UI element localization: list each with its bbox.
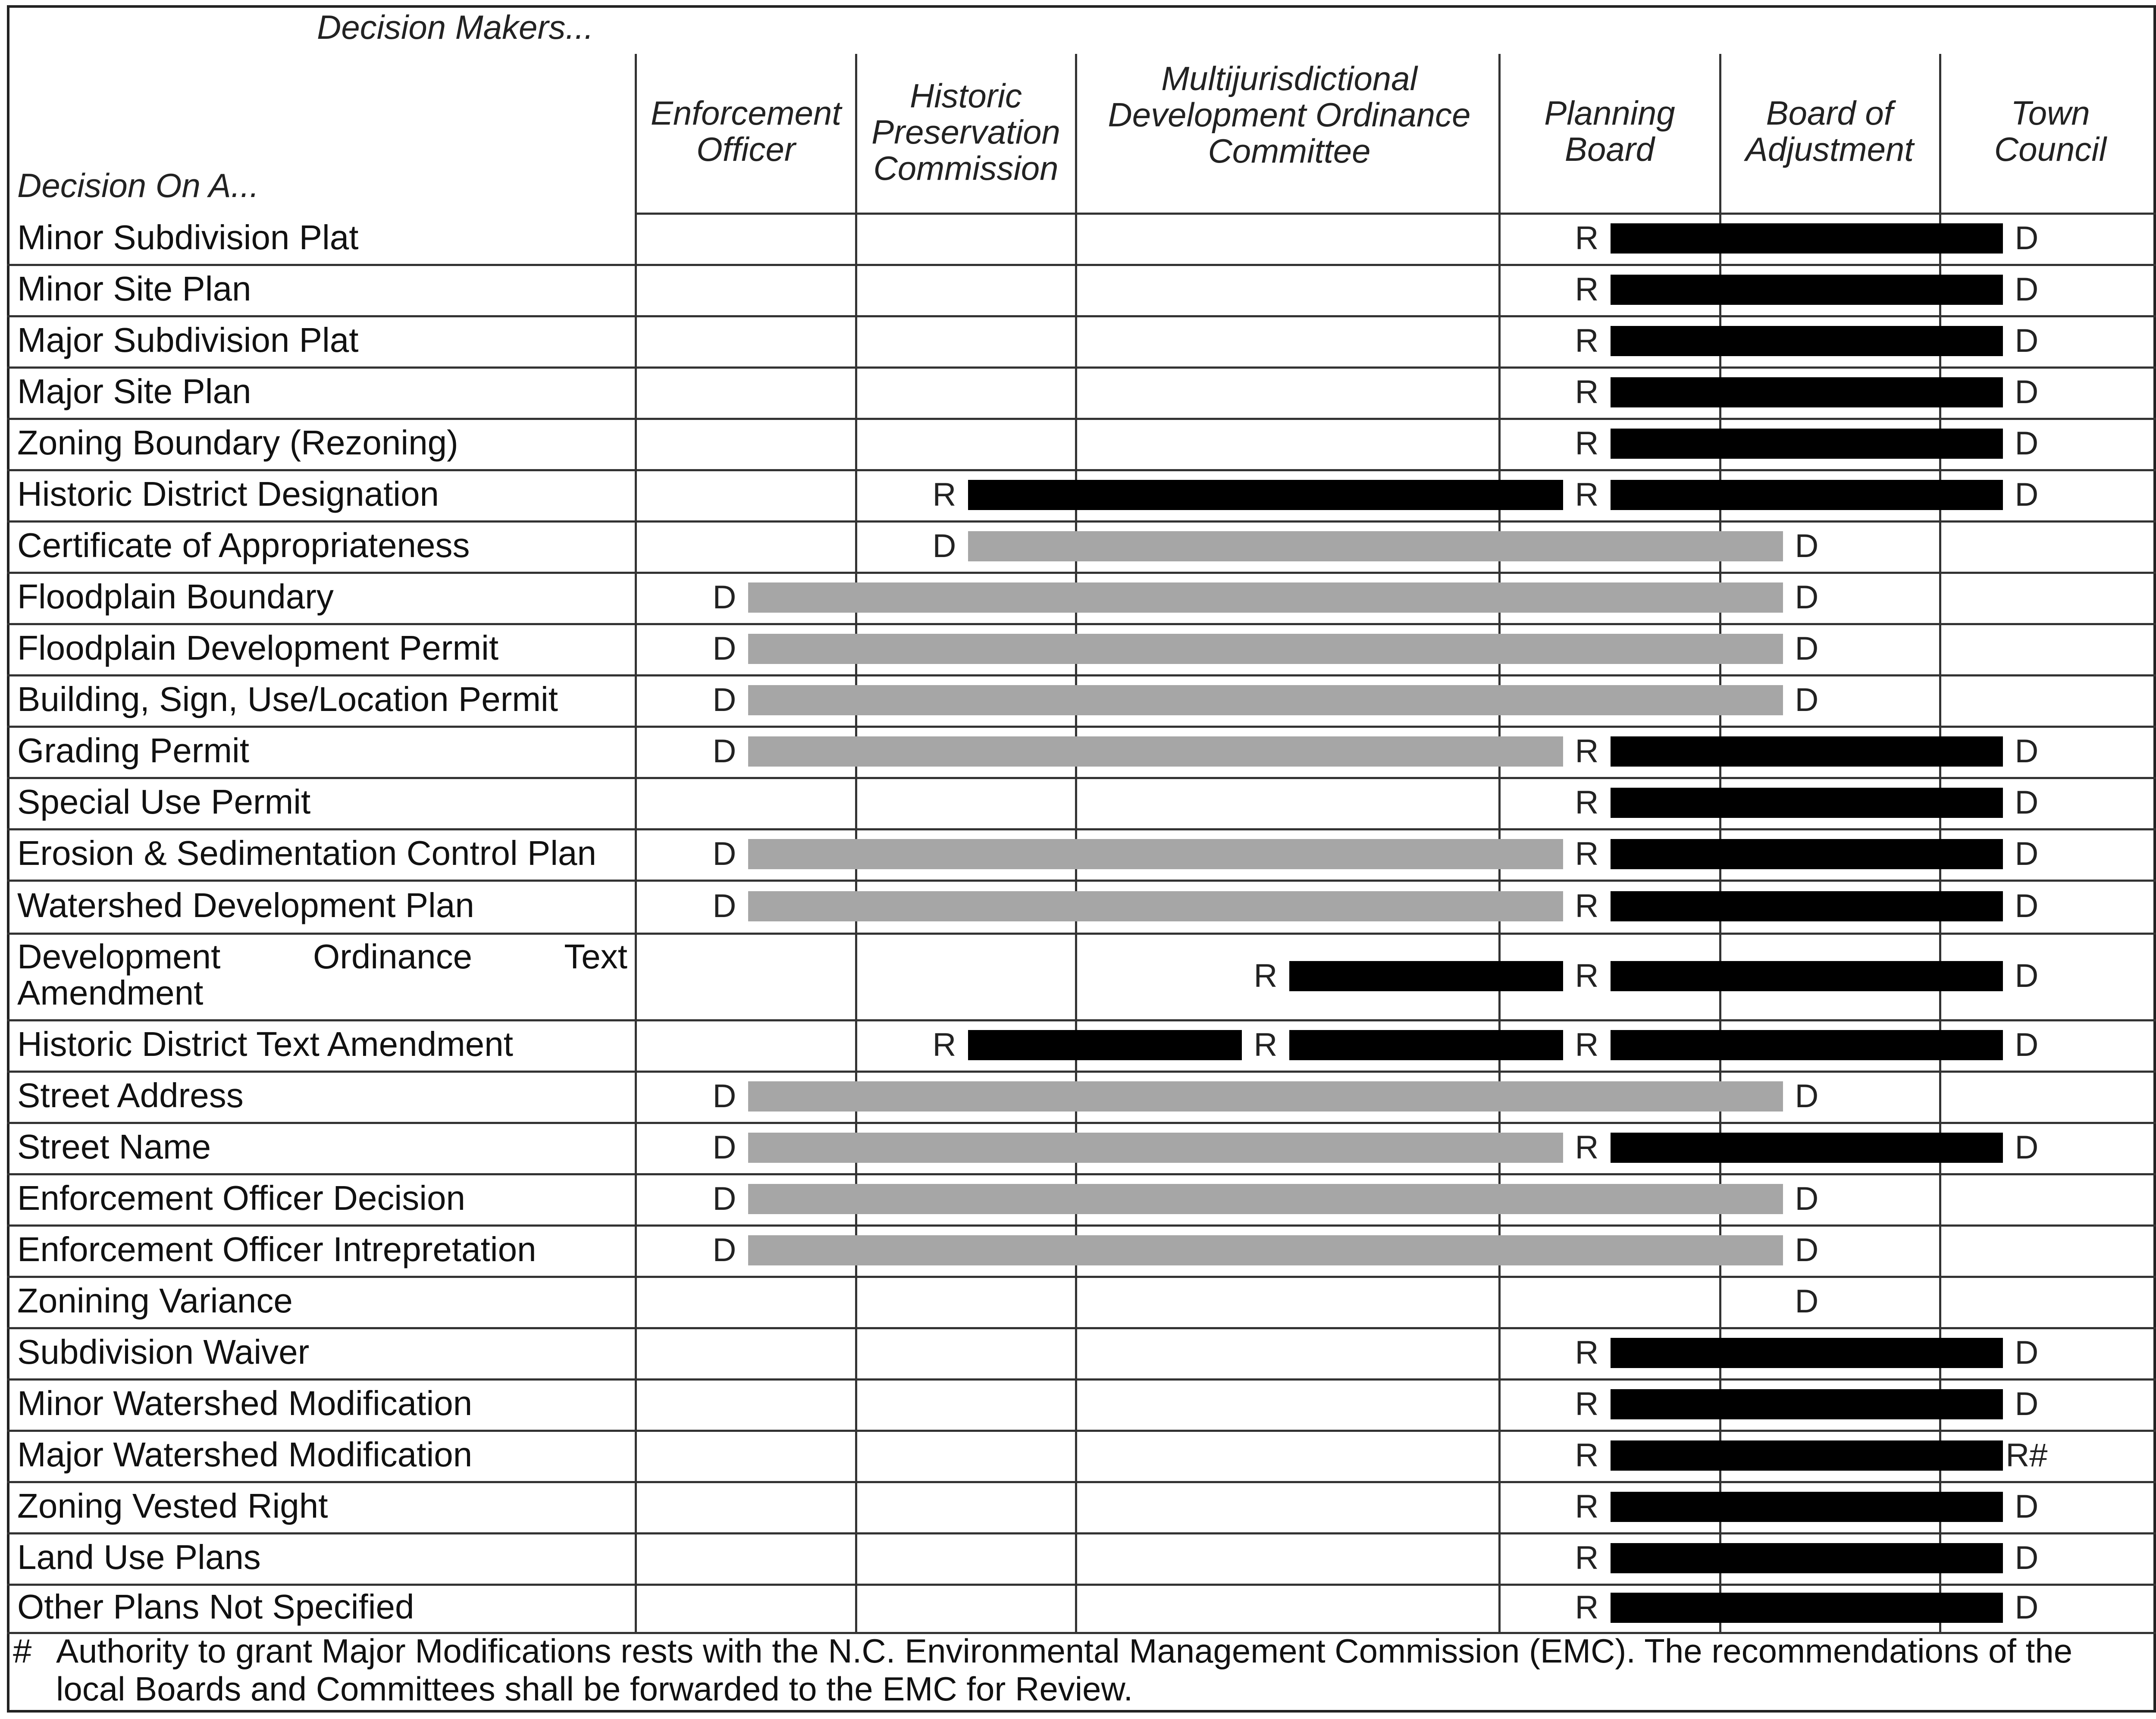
row-mark: D <box>712 733 736 770</box>
row-divider <box>7 572 2156 574</box>
row-label: Building, Sign, Use/Location Permit <box>17 679 558 718</box>
recommend-bar <box>1611 839 2003 869</box>
row-mark: R <box>1575 1539 1599 1576</box>
row-divider <box>7 623 2156 625</box>
row-label: Minor Site Plan <box>17 269 251 308</box>
decision-on-heading: Decision On A... <box>17 166 259 204</box>
row-divider <box>7 1430 2156 1432</box>
row-divider <box>7 1378 2156 1381</box>
row-divider <box>7 1224 2156 1227</box>
row-divider <box>7 418 2156 420</box>
recommend-bar <box>1611 1133 2003 1163</box>
row-label: Other Plans Not Specified <box>17 1587 414 1626</box>
row-divider <box>7 1019 2156 1021</box>
row-divider <box>7 315 2156 317</box>
row-mark: D <box>1795 527 1819 564</box>
row-mark: R <box>1575 1437 1599 1474</box>
row-mark: D <box>1795 630 1819 667</box>
row-mark: D <box>1795 681 1819 718</box>
row-label: Zoning Boundary (Rezoning) <box>17 423 458 462</box>
row-mark: D <box>1795 1180 1819 1217</box>
row-label: Street Address <box>17 1076 244 1115</box>
row-label: Development Ordinance Text Amendment <box>17 937 627 1012</box>
row-divider <box>7 469 2156 471</box>
row-mark: D <box>2015 322 2039 359</box>
row-mark: R <box>1575 957 1599 994</box>
recommend-bar <box>1289 961 1563 991</box>
row-mark: D <box>2015 1334 2039 1371</box>
row-label: Minor Subdivision Plat <box>17 218 359 257</box>
row-label: Major Watershed Modification <box>17 1435 473 1474</box>
recommend-bar <box>1611 377 2003 407</box>
recommend-bar <box>1611 891 2003 921</box>
row-mark: D <box>2015 373 2039 410</box>
row-divider <box>7 1122 2156 1124</box>
row-label: Enforcement Officer Intrepretation <box>17 1230 536 1268</box>
decide-bar <box>748 839 1563 869</box>
row-label: Historic District Designation <box>17 474 439 513</box>
row-mark: D <box>932 527 956 564</box>
column-header-town-council: Town Council <box>1994 94 2107 168</box>
row-divider <box>7 1327 2156 1329</box>
recommend-bar <box>968 480 1563 510</box>
row-label: Grading Permit <box>17 731 249 770</box>
row-mark: D <box>2015 784 2039 821</box>
footnote-symbol: # <box>13 1632 32 1670</box>
recommend-bar <box>1611 223 2003 254</box>
row-mark: R <box>1575 887 1599 924</box>
row-mark: D <box>712 1129 736 1166</box>
row-mark: D <box>712 1180 736 1217</box>
row-label: Zoning Vested Right <box>17 1486 328 1525</box>
row-mark: R <box>932 476 956 513</box>
row-mark: R <box>1575 271 1599 308</box>
row-label: Enforcement Officer Decision <box>17 1178 465 1217</box>
row-divider <box>7 726 2156 728</box>
row-mark: D <box>712 630 736 667</box>
recommend-bar <box>1611 788 2003 818</box>
row-mark: R <box>1253 957 1278 994</box>
row-mark: D <box>1795 1231 1819 1268</box>
row-mark: R <box>1575 1129 1599 1166</box>
row-label: Floodplain Boundary <box>17 577 334 616</box>
row-label: Major Subdivision Plat <box>17 320 359 359</box>
row-mark: R <box>1575 1385 1599 1422</box>
decide-bar <box>748 736 1563 767</box>
row-mark: R <box>1575 1026 1599 1063</box>
decide-bar <box>968 531 1783 561</box>
decision-makers-heading: Decision Makers... <box>317 8 594 46</box>
row-label: Historic District Text Amendment <box>17 1024 513 1063</box>
recommend-bar <box>1611 1030 2003 1060</box>
row-mark: D <box>1795 1077 1819 1115</box>
decide-bar <box>748 634 1783 664</box>
row-label: Minor Watershed Modification <box>17 1384 473 1422</box>
row-label: Major Site Plan <box>17 372 251 410</box>
recommend-bar <box>1611 429 2003 459</box>
row-mark: R <box>1575 1589 1599 1626</box>
row-divider <box>7 880 2156 882</box>
row-divider <box>7 1481 2156 1483</box>
column-header-mdo-committee: Multijurisdictional Development Ordinance Committee <box>1108 59 1471 170</box>
column-header-historic-preservation-commission: Historic Preservation Commission <box>871 77 1060 187</box>
row-mark: R <box>1575 219 1599 257</box>
row-label: Floodplain Development Permit <box>17 628 499 667</box>
row-label: Zonining Variance <box>17 1281 293 1320</box>
recommend-bar <box>968 1030 1242 1060</box>
decide-bar <box>748 685 1783 715</box>
decide-bar <box>748 1133 1563 1163</box>
row-mark: R <box>1575 733 1599 770</box>
row-mark: D <box>2015 1129 2039 1166</box>
row-divider <box>7 264 2156 266</box>
decide-bar <box>748 1184 1783 1214</box>
row-divider <box>7 1173 2156 1175</box>
row-mark: D <box>712 681 736 718</box>
row-label: Street Name <box>17 1127 211 1166</box>
row-label: Certificate of Appropriateness <box>17 526 470 564</box>
row-mark: R <box>1575 1334 1599 1371</box>
column-header-enforcement-officer: Enforcement Officer <box>650 94 842 168</box>
row-mark: D <box>2015 1589 2039 1626</box>
row-divider <box>7 366 2156 369</box>
recommend-bar <box>1611 1593 2003 1623</box>
row-mark: R <box>1575 1488 1599 1525</box>
column-header-board-of-adjustment: Board of Adjustment <box>1745 94 1914 168</box>
row-mark: D <box>712 887 736 924</box>
row-mark: R <box>1575 835 1599 872</box>
row-mark: D <box>2015 1539 2039 1576</box>
row-divider <box>7 1584 2156 1586</box>
row-mark: R# <box>2006 1437 2048 1474</box>
row-mark: D <box>2015 271 2039 308</box>
row-divider <box>7 828 2156 830</box>
decide-bar <box>748 1235 1783 1265</box>
row-mark: R <box>1575 322 1599 359</box>
row-mark: D <box>712 1077 736 1115</box>
row-divider <box>7 674 2156 676</box>
column-divider <box>635 54 637 1632</box>
row-mark: D <box>712 579 736 616</box>
recommend-bar <box>1611 1440 2003 1471</box>
footnote-text: Authority to grant Major Modifications rests with the N.C. Environmental Management Commission (EMC). The recommendations of the local Boards and Committees shall be forwarded to the EMC for Review. <box>56 1632 2073 1708</box>
row-mark: D <box>2015 733 2039 770</box>
recommend-bar <box>1611 736 2003 767</box>
row-mark: R <box>1575 476 1599 513</box>
row-mark: D <box>2015 476 2039 513</box>
recommend-bar <box>1611 1543 2003 1573</box>
row-mark: D <box>2015 1026 2039 1063</box>
row-mark: R <box>1575 425 1599 462</box>
row-divider <box>7 1276 2156 1278</box>
row-mark: D <box>2015 1488 2039 1525</box>
row-label: Special Use Permit <box>17 782 311 821</box>
row-divider <box>7 777 2156 779</box>
row-mark: D <box>2015 219 2039 257</box>
row-divider <box>635 213 2156 215</box>
row-mark: D <box>1795 1283 1819 1320</box>
recommend-bar <box>1289 1030 1563 1060</box>
row-mark: R <box>1575 784 1599 821</box>
recommend-bar <box>1611 275 2003 305</box>
row-mark: D <box>2015 425 2039 462</box>
row-mark: R <box>1253 1026 1278 1063</box>
row-label: Land Use Plans <box>17 1537 261 1576</box>
row-label: Subdivision Waiver <box>17 1332 310 1371</box>
recommend-bar <box>1611 1492 2003 1522</box>
row-label: Watershed Development Plan <box>17 886 474 924</box>
recommend-bar <box>1611 1338 2003 1368</box>
row-mark: D <box>2015 887 2039 924</box>
column-header-planning-board: Planning Board <box>1544 94 1675 168</box>
row-divider <box>7 1532 2156 1534</box>
row-divider <box>7 1071 2156 1073</box>
decide-bar <box>748 1081 1783 1112</box>
row-mark: D <box>2015 835 2039 872</box>
recommend-bar <box>1611 961 2003 991</box>
row-divider <box>7 933 2156 935</box>
row-mark: R <box>1575 373 1599 410</box>
recommend-bar <box>1611 480 2003 510</box>
row-mark: D <box>2015 957 2039 994</box>
row-label: Erosion & Sedimentation Control Plan <box>17 833 596 872</box>
row-mark: R <box>932 1026 956 1063</box>
row-mark: D <box>712 1231 736 1268</box>
decide-bar <box>748 891 1563 921</box>
recommend-bar <box>1611 1389 2003 1419</box>
recommend-bar <box>1611 326 2003 356</box>
row-mark: D <box>712 835 736 872</box>
row-mark: D <box>2015 1385 2039 1422</box>
decide-bar <box>748 582 1783 613</box>
row-mark: D <box>1795 579 1819 616</box>
row-divider <box>7 520 2156 523</box>
